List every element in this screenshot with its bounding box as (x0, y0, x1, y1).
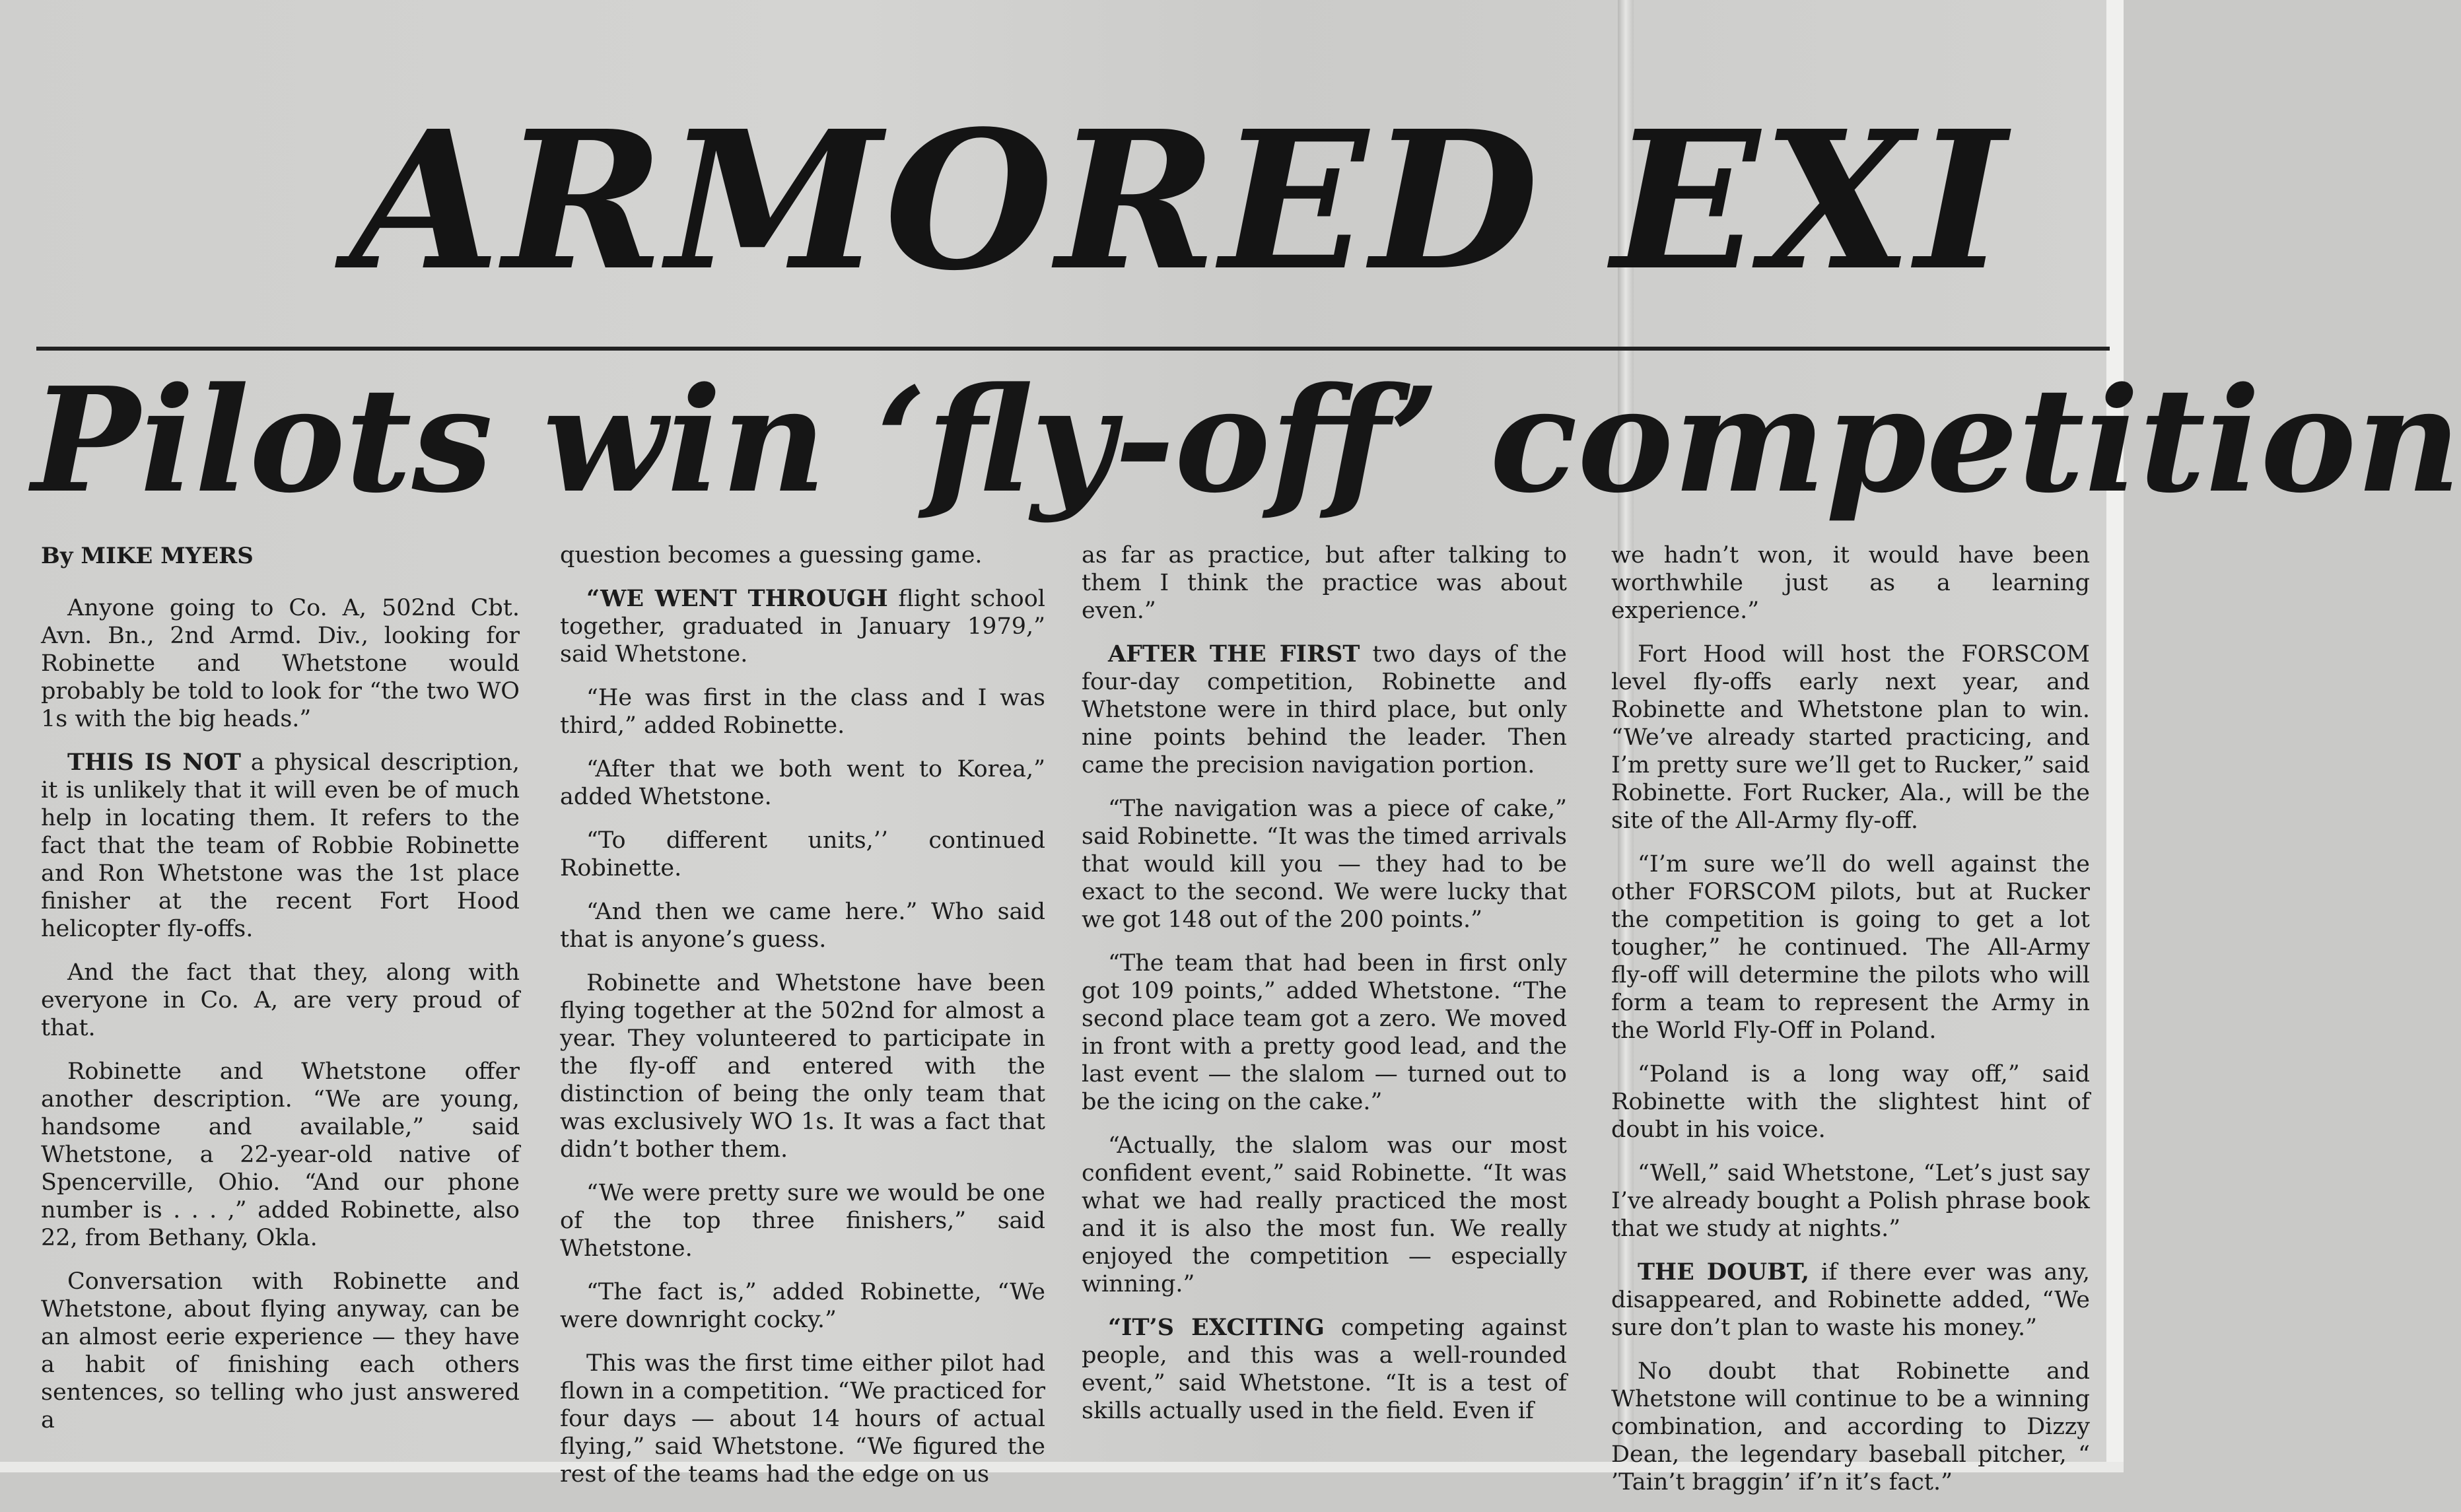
paragraph-text: a physical description, it is unlikely that it will even be of much help in locating them. It refers to the fact that the team of Robbie Robinette and Ron Whetstone was the 1st place finisher at the recent Fort Hood helicopter fly-offs. (41, 749, 520, 942)
paragraph-text: “We were pretty sure we would be one of the top three finishers,” said Whetstone. (560, 1180, 1045, 1262)
paragraph-text: Anyone going to Co. A, 502nd Cbt. Avn. Bn., 2nd Armd. Div., looking for Robinette and Whetstone would probably be told to look for “the two WO 1s with the big heads.” (41, 595, 520, 732)
article-paragraph (560, 1350, 1045, 1488)
article-paragraph (41, 959, 520, 1042)
paragraph-lead-in: THIS IS NOT (67, 749, 241, 776)
article-byline: By MIKE MYERS (41, 543, 254, 569)
article-paragraph (560, 898, 1045, 953)
paragraph-text: Robinette and Whetstone have been flying together at the 502nd for almost a year. They volunteered to participate in the fly-off and entered with the distinction of being the only team that was exclusively WO 1s. It was a fact that didn’t bother them. (560, 970, 1045, 1163)
article-paragraph (1611, 541, 2090, 625)
paragraph-lead-in: AFTER THE FIRST (1108, 640, 1360, 668)
article-column-2 (560, 541, 1045, 1504)
paragraph-text: “Actually, the slalom was our most confident event,” said Robinette. “It was what we had really practiced the most and it is also the most fun. We really enjoyed the competition — especially winning.” (1082, 1132, 1567, 1297)
article-paragraph (41, 1268, 520, 1434)
paragraph-text: Fort Hood will host the FORSCOM level fly-offs early next year, and Robinette and Whetstone plan to win. “We’ve already started practicing, and I’m pretty sure we’ll get to Rucker,” said Robinette. Fort Rucker, Ala., will be the site of the All-Army fly-off. (1611, 641, 2090, 834)
paragraph-text: two days of the four-day competition, Robinette and Whetstone were in third place, but only nine points behind the leader. Then came the precision navigation portion. (1082, 641, 1567, 778)
article-paragraph (1082, 541, 1567, 625)
article-paragraph (1611, 1060, 2090, 1144)
article-headline: Pilots win ‘fly-off’ competition (32, 356, 2461, 525)
paragraph-text: “I’m sure we’ll do well against the other FORSCOM pilots, but at Rucker the competition is going to get a lot tougher,” he continued. The All-Army fly-off will determine the pilots who will form a team to represent the Army in the World Fly-Off in Poland. (1611, 851, 2090, 1044)
article-paragraph (560, 755, 1045, 811)
article-paragraph (560, 969, 1045, 1163)
article-paragraph (560, 1278, 1045, 1334)
paragraph-text: question becomes a guessing game. (560, 542, 983, 568)
article-paragraph (560, 827, 1045, 882)
article-paragraph (41, 749, 520, 943)
paragraph-text: And the fact that they, along with everyone in Co. A, are very proud of that. (41, 959, 520, 1041)
article-paragraph (1611, 1258, 2090, 1342)
article-paragraph (560, 1179, 1045, 1262)
article-column-1 (41, 594, 520, 1450)
paragraph-text: competing against people, and this was a well-rounded event,” said Whetstone. “It is a test of skills actually used in the field. Even if (1082, 1315, 1567, 1424)
section-masthead: ARMORED EXI (350, 89, 2009, 312)
paragraph-lead-in: “IT’S EXCITING (1108, 1314, 1325, 1341)
article-paragraph (1611, 1357, 2090, 1496)
paragraph-text: “And then we came here.” Who said that is anyone’s guess. (560, 899, 1045, 953)
paragraph-lead-in: “WE WENT THROUGH (586, 585, 888, 612)
paragraph-text: flight school together, graduated in January 1979,” said Whetstone. (560, 586, 1045, 668)
paragraph-text: “To different units,’’ continued Robinette. (560, 827, 1045, 881)
paragraph-text: as far as practice, but after talking to them I think the practice was about even.” (1082, 542, 1567, 624)
paragraph-text: “The fact is,” added Robinette, “We were downright cocky.” (560, 1279, 1045, 1333)
article-paragraph (1082, 949, 1567, 1116)
article-column-4 (1611, 541, 2090, 1512)
paragraph-lead-in: THE DOUBT, (1638, 1258, 1810, 1286)
paragraph-text: if there ever was any, disappeared, and Robinette added, “We sure don’t plan to waste his money.” (1611, 1259, 2090, 1341)
article-paragraph (560, 585, 1045, 668)
article-paragraph (41, 1058, 520, 1252)
paragraph-text: “After that we both went to Korea,” added Whetstone. (560, 756, 1045, 810)
article-paragraph (560, 684, 1045, 739)
paragraph-text: “Well,” said Whetstone, “Let’s just say I’ve already bought a Polish phrase book that we study at nights.” (1611, 1160, 2090, 1242)
masthead-rule (36, 347, 2110, 351)
article-paragraph (41, 594, 520, 733)
article-paragraph (1082, 795, 1567, 934)
article-paragraph (560, 541, 1045, 569)
paragraph-text: we hadn’t won, it would have been worthwhile just as a learning experience.” (1611, 542, 2090, 624)
paragraph-text: “Poland is a long way off,” said Robinette with the slightest hint of doubt in his voice. (1611, 1061, 2090, 1143)
article-paragraph (1611, 1159, 2090, 1243)
article-paragraph (1611, 850, 2090, 1045)
article-paragraph (1082, 640, 1567, 779)
paragraph-text: No doubt that Robinette and Whetstone will continue to be a winning combination, and according to Dizzy Dean, the legendary baseball pitcher, “ ’Tain’t braggin’ if’n it’s fact.” (1611, 1358, 2090, 1495)
paragraph-text: Robinette and Whetstone offer another description. “We are young, handsome and available,” said Whetstone, a 22-year-old native of Spencerville, Ohio. “And our phone number is . . . ,” added Robinette, also 22, from Bethany, Okla. (41, 1058, 520, 1251)
paragraph-text: “He was first in the class and I was third,” added Robinette. (560, 685, 1045, 739)
article-column-3 (1082, 541, 1567, 1441)
paragraph-text: “The navigation was a piece of cake,” said Robinette. “It was the timed arrivals that would kill you — they had to be exact to the second. We were lucky that we got 148 out of the 200 points.” (1082, 796, 1567, 933)
article-paragraph (1082, 1132, 1567, 1298)
paragraph-text: This was the first time either pilot had flown in a competition. “We practiced for four days — about 14 hours of actual flying,” said Whetstone. “We figured the rest of the teams had the edge on us (560, 1350, 1045, 1488)
paragraph-text: Conversation with Robinette and Whetstone, about flying anyway, can be an almost eerie experience — they have a habit of finishing each others sentences, so telling who just answered a (41, 1268, 520, 1433)
paragraph-text: “The team that had been in first only got 109 points,” added Whetstone. “The second place team got a zero. We moved in front with a pretty good lead, and the last event — the slalom — turned out to be the icing on the cake.” (1082, 950, 1567, 1115)
article-paragraph (1611, 640, 2090, 835)
article-paragraph (1082, 1314, 1567, 1425)
clipping-edge (2106, 0, 2124, 1472)
